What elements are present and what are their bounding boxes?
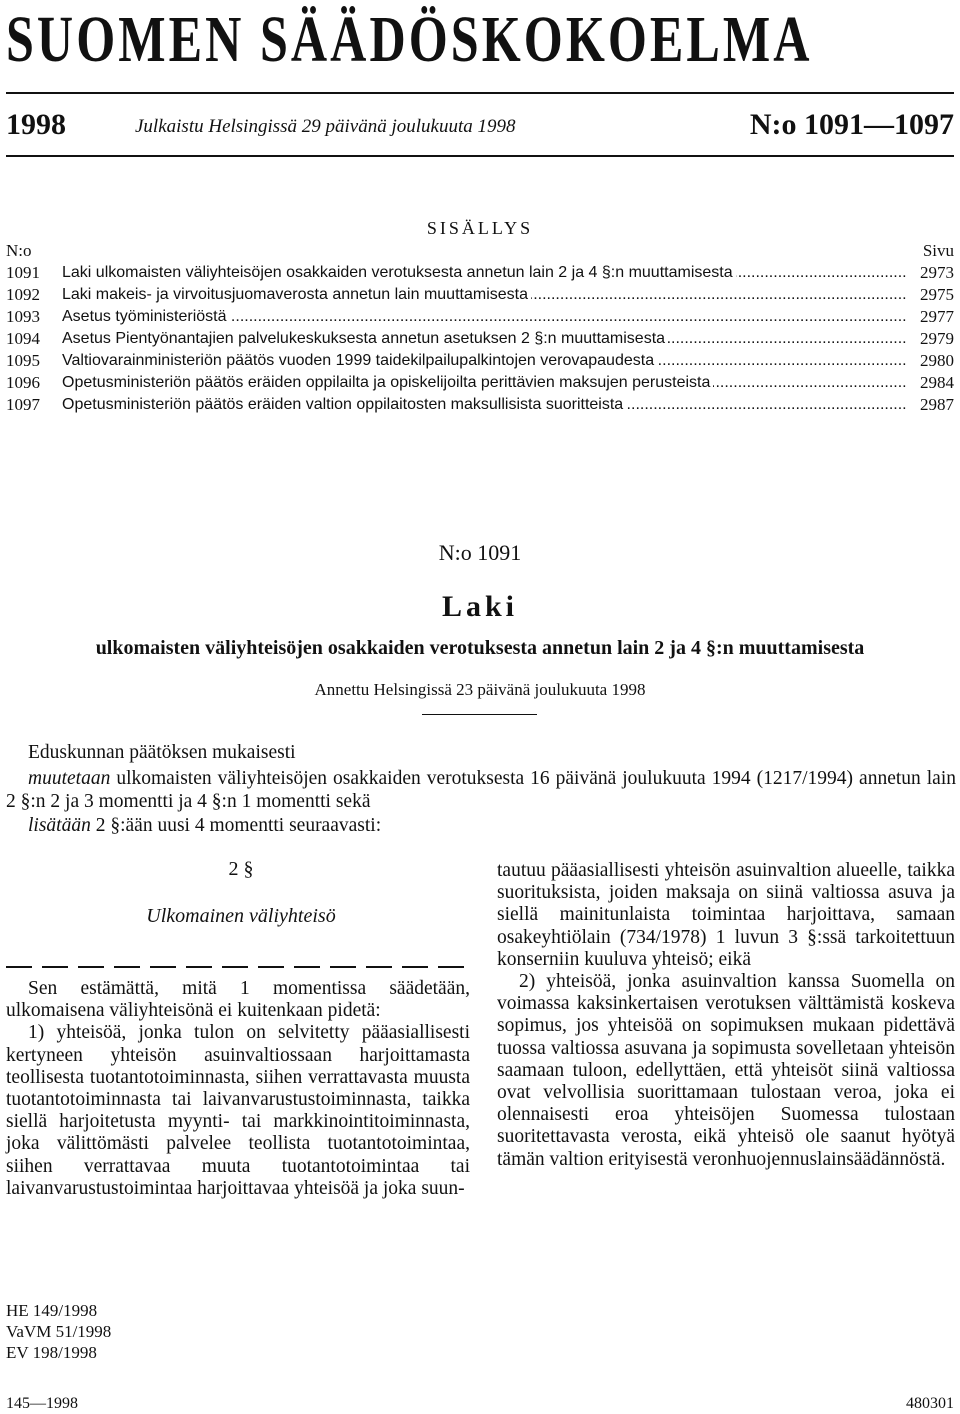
separator-rule [422,714,537,715]
footer-serial: 480301 [906,1395,954,1412]
toc-entry-title: Opetusministeriön päätös eräiden valtion oppilaitosten maksullisista suoritteista ..... [62,394,906,416]
toc-heading: SISÄLLYS [426,218,534,238]
issue-range: N:o 1091—1097 [749,108,954,141]
toc-page-header: Sivu [922,241,954,260]
toc-entry-number: 1091 [6,263,40,282]
toc-entry[interactable] [6,394,954,416]
section-number: 2 § [228,858,254,880]
publication-title: SUOMEN SÄÄDÖSKOKOELMA [6,3,813,76]
top-rule [6,92,954,94]
toc-entry-page: 2973 [920,263,954,282]
toc-entry[interactable] [6,372,954,394]
preamble-add-verb: lisätään [28,815,91,836]
toc-entry-number: 1097 [6,395,40,414]
toc-entry-page: 2975 [920,285,954,304]
law-number: N:o 1091 [438,540,522,565]
toc-entry-page: 2987 [920,395,954,414]
section-title: Ulkomainen väliyhteisö [146,905,336,927]
reference-item: HE 149/1998 [6,1301,98,1320]
law-title: ulkomaisten väliyhteisöjen osakkaiden verotuksesta annetun lain 2 ja 4 §:n muuttamisesta [95,637,865,659]
toc-entry-page: 2979 [920,329,954,348]
preamble-add [6,814,956,837]
toc-entry[interactable] [6,350,954,372]
toc-entry-page: 2977 [920,307,954,326]
left-paragraph: 1) yhteisöä, jonka tulon on selvitetty pääasiallisesti kertyneen yhteisön asuinvaltiossaan harjoittamasta teollisesta tuotantotoiminnasta, siihen verrattavasta muusta tuotantotoiminnasta tai laivanvarustustoiminnasta, taikka siellä harjoitetusta myynti- tai markkinointitoiminnasta, joka välittömästi palvelee teollista tuotantotoimintaa, siihen verrattavaa muuta tuotantotoimintaa tai laivanvarustustoimintaa harjoittavaa yhteisöä ja joka suun- [6,1022,470,1199]
right-paragraph: 2) yhteisöä, jonka asuinvaltion kanssa Suomella on voimassa kaksinkertaisen verotuksen välttämistä koskeva sopimus, jos yhteisöä on sopimuksen mukaan pidettävä tuossa valtiossa asuvana ja sopimusta sovelletaan yhteisön saamaan tuloon, edellyttäen, että yhteisöt siinä valtiossa ovat velvollisia suorittamaan tulostaan veroa, joka ei olennaisesti eroa yhteisöjen Suomessa tulostaan suoritettavasta verosta, eikä yhteisö ole saanut hyötyä tämän valtion erityisestä veronhuojennuslainsäädännöstä. [497,971,955,1170]
toc-entry[interactable] [6,284,954,306]
toc-entry-number: 1096 [6,373,40,392]
toc-entry-title: Valtiovarainministeriön päätös vuoden 1999 taidekilpailupalkintojen verovapaudesta ..... [62,350,906,372]
footer-print-code: 145—1998 [6,1395,78,1412]
left-column [6,978,470,1200]
publication-year: 1998 [6,108,66,141]
toc-entry-title: Opetusministeriön päätös eräiden oppilailta ja opiskelijoilta perittävien maksujen perusteista ..... [62,372,906,394]
toc-entry-page: 2980 [920,351,954,370]
preamble-add-text: 2 §:ään uusi 4 momentti seuraavasti: [90,815,382,836]
toc-entry-number: 1094 [6,329,40,348]
omission-dash-line [6,966,470,968]
given-date: Annettu Helsingissä 23 päivänä joulukuuta 1998 [314,680,646,699]
preamble-amend [6,767,956,813]
preamble-amend-text: ulkomaisten väliyhteisöjen osakkaiden verotuksesta 16 päivänä joulukuuta 1994 (1217/1994) annetun lain 2 §:n 2 ja 3 momentti ja 4 §:n 1 momentti sekä [6,768,956,812]
toc-entry-number: 1093 [6,307,40,326]
left-paragraph: Sen estämättä, mitä 1 momentissa säädetään, ulkomaisena väliyhteisönä ei kuitenkaan pidetä: [6,978,470,1022]
toc-entry[interactable] [6,328,954,350]
toc-entry-title: Laki ulkomaisten väliyhteisöjen osakkaiden verotuksesta annetun lain 2 ja 4 §:n muuttamisesta ..... [62,262,906,284]
toc-entry-title: Laki makeis- ja virvoitusjuomaverosta annetun lain muuttamisesta ..... [62,284,906,306]
toc-entry-page: 2984 [920,373,954,392]
law-type: Laki [441,590,519,623]
right-column [497,860,955,1171]
reference-item: VaVM 51/1998 [6,1322,112,1341]
toc-number-header: N:o [6,241,32,260]
right-paragraph: tautuu pääasiallisesti yhteisön asuinvaltion alueelle, taikka suorituksista, joiden maksaja on siinä valtiossa asuva ja siellä mainitunlaista toimintaa harjoittava, samaan osakeyhtiölain (734/1978) 1 luvun 3 §:ssä tarkoitettuun konserniin kuuluva yhteisö; eikä [497,860,955,970]
preamble-line-1: Eduskunnan päätöksen mukaisesti [28,742,296,763]
publication-date: Julkaistu Helsingissä 29 päivänä joulukuuta 1998 [135,116,516,137]
toc-entry[interactable] [6,306,954,328]
toc-entry-title: Asetus Pientyönantajien palvelukeskuksesta annetun asetuksen 2 §:n muuttamisesta ..... [62,328,906,350]
toc-entry-number: 1095 [6,351,40,370]
preamble-amend-verb: muutetaan [28,768,111,789]
toc-entry-number: 1092 [6,285,40,304]
legislative-references [6,1300,111,1363]
masthead-bottom-rule [6,155,954,157]
toc-entry[interactable] [6,262,954,284]
reference-item: EV 198/1998 [6,1343,97,1362]
toc-entry-title: Asetus työministeriöstä ..... [62,306,906,328]
